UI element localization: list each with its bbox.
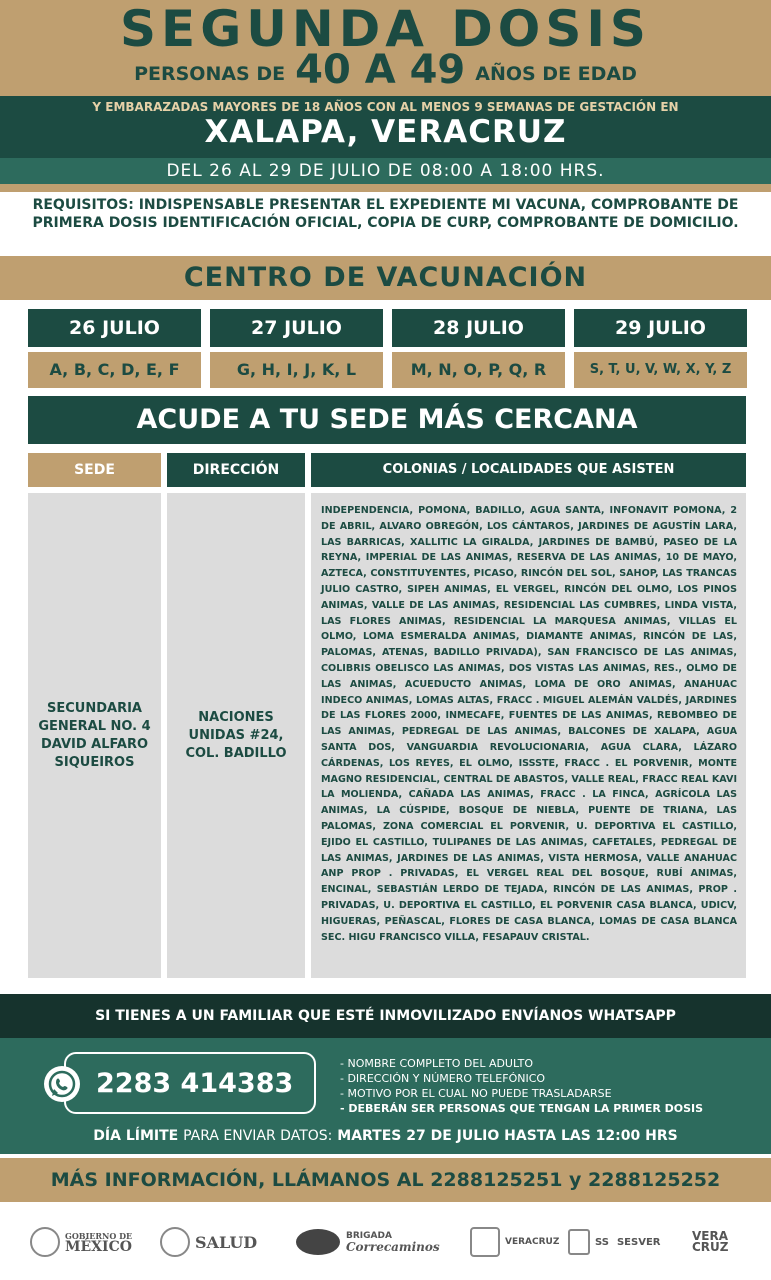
whatsapp-requirements-list	[340, 1056, 760, 1116]
mexico-seal-icon	[30, 1227, 60, 1257]
veracruz-shield-icon	[470, 1227, 500, 1257]
familiar-banner: SI TIENES A UN FAMILIAR QUE ESTÉ INMOVILIZADO ENVÍANOS WHATSAPP	[0, 994, 771, 1038]
colonias-text: INDEPENDENCIA, POMONA, BADILLO, AGUA SANTA, INFONAVIT POMONA, 2 DE ABRIL, ALVARO OBREGÓN, LOS CÁNTAROS, JARDINES DE AGUSTÍN LARA, LAS BARRICAS, XALLITIC LA GIRALDA, JARDINES DE BAMBÚ, PASEO DE LA REYNA, IMPERIAL DE LAS ANIMAS, RESERVA DE LAS ANIMAS, 10 DE MAYO, AZTECA, CONSTITUYENTES, PICASO, RINCÓN DEL SOL, SAHOP, LAS TRANCAS JULIO CASTRO, SIPEH ANIMAS, EL VERGEL, RINCÓN DEL OLMO, LOS PINOS ANIMAS, VALLE DE LAS ANIMAS, RESIDENCIAL LAS CUMBRES, LINDA VISTA, LAS FLORES ANIMAS, RESIDENCIAL LA MARQUESA ANIMAS, VILLAS EL OLMO, LOMA ESMERALDA ANIMAS, DIAMANTE ANIMAS, RINCÓN DE LAS, PALOMAS, ATENAS, BADILLO PRIVADA), SAN FRANCISCO DE LAS ANIMAS, COLIBRIS OBELISCO LAS ANIMAS, DOS VISTAS LAS ANIMAS, RES., OLMO DE LAS ANIMAS, ACUEDUCTO ANIMAS, LOMA DE ORO ANIMAS, ANAHUAC INDECO ANIMAS, LOMAS ALTAS, FRACC . MIGUEL ALEMÁN VALDÉS, JARDINES DE LAS FLORES 2000, INMECAFE, FUENTES DE LAS ANIMAS, REBOMBEO DE LAS ANIMAS, PEDREGAL DE LAS ANIMAS, BALCONES DE XALAPA, AGUA SANTA DOS, VANGUARDIA REVOLUCIONARIA, AGUA CLARA, LÁZARO CÁRDENAS, LOS REYES, EL OLMO, ISSSTE, FRACC . EL PORVENIR, MONTE MAGNO RESIDENCIAL, CENTRAL DE ABASTOS, VALLE REAL, FRACC REAL KAVI LA MOLIENDA, CAÑADA LAS ANIMAS, FRACC . LA FINCA, AGRÍCOLA LAS ANIMAS, LA CÚSPIDE, BOSQUE DE NIEBLA, PUENTE DE TRIANA, LAS PALOMAS, ZONA COMERCIAL EL PORVENIR, U. DEPORTIVA EL CASTILLO, EJIDO EL CASTILLO, TULIPANES DE LAS ANIMAS, CAFETALES, PEDREGAL DE LAS ANIMAS, JARDINES DE LAS ANIMAS, VISTA HERMOSA, VALLE ANAHUAC ANP PROP . PRIVADAS, EL VERGEL REAL DEL BOSQUE, RUBÍ ANIMAS, ENCINAL, SEBASTIÁN LERDO DE TEJADA, RINCÓN DE LAS ANIMAS, PROP . PRIVADAS, U. DEPORTIVA EL CASTILLO, EL PORVENIR CASA BLANCA, UDICV, HIGUERAS, PEÑASCAL, FLORES DE CASA BLANCA, LOMAS DE CASA BLANCA SEC. HIGU FRANCISCO VILLA, FESAPAUV CRISTAL.	[321, 505, 738, 943]
age-subtitle	[0, 47, 771, 95]
veracruz-gob-text: VERACRUZ	[505, 1236, 560, 1247]
veracruz-gob-logo	[470, 1222, 559, 1262]
direccion-text: NACIONES UNIDAS #24, COL. BADILLO	[185, 709, 287, 761]
salud-seal-icon	[160, 1227, 190, 1257]
brigada-text: BRIGADA	[346, 1231, 392, 1241]
correcaminos-text: Correcaminos	[346, 1240, 440, 1254]
list-item: - NOMBRE COMPLETO DEL ADULTO	[340, 1057, 533, 1070]
veracruz-logo	[692, 1222, 729, 1262]
acude-banner: ACUDE A TU SEDE MÁS CERCANA	[28, 396, 746, 444]
age-subtitle-left: PERSONAS DE	[134, 63, 286, 85]
list-item: - DIRECCIÓN Y NÚMERO TELEFÓNICO	[340, 1072, 546, 1085]
city-band	[0, 96, 771, 158]
vera-text: VERA	[692, 1229, 729, 1243]
deadline-line	[0, 1126, 771, 1146]
letters-1: A, B, C, D, E, F	[28, 352, 201, 388]
ss-text: SS	[595, 1236, 609, 1248]
list-item: - DEBERÁN SER PERSONAS QUE TENGAN LA PRIMER DOSIS	[340, 1102, 704, 1115]
salud-text: SALUD	[195, 1232, 258, 1252]
deadline-date: MARTES 27 DE JULIO HASTA LAS 12:00 HRS	[337, 1128, 678, 1144]
deadline-mid: PARA ENVIAR DATOS:	[183, 1128, 333, 1144]
center-title: CENTRO DE VACUNACIÓN	[0, 256, 771, 300]
day-1: 26 JULIO	[28, 309, 201, 347]
age-subtitle-right: AÑOS DE EDAD	[475, 63, 637, 85]
letters-4: S, T, U, V, W, X, Y, Z	[574, 352, 747, 388]
day-2: 27 JULIO	[210, 309, 383, 347]
requirements-text: REQUISITOS: INDISPENSABLE PRESENTAR EL EXPEDIENTE MI VACUNA, COMPROBANTE DE PRIMERA DOSIS IDENTIFICACIÓN OFICIAL, COPIA DE CURP, COMPROBANTE DE DOMICILIO.	[32, 197, 739, 231]
day-3: 28 JULIO	[392, 309, 565, 347]
age-range: 40 A 49	[295, 47, 466, 93]
direccion-cell	[167, 493, 305, 978]
pregnant-note: Y EMBARAZADAS MAYORES DE 18 AÑOS CON AL MENOS 9 SEMANAS DE GESTACIÓN EN	[92, 100, 679, 114]
whatsapp-phone[interactable]: 2283 414383	[96, 1068, 294, 1099]
gobierno-mexico-logo	[30, 1222, 132, 1262]
sede-cell	[28, 493, 161, 978]
colonias-cell	[311, 493, 746, 978]
sesver-text: SESVER	[616, 1236, 661, 1248]
logo-bar	[0, 1210, 771, 1270]
divider	[0, 184, 771, 192]
deadline-label: DÍA LÍMITE	[93, 1128, 179, 1144]
whatsapp-icon	[44, 1066, 80, 1102]
more-info-banner: MÁS INFORMACIÓN, LLÁMANOS AL 2288125251 y 2288125252	[0, 1158, 771, 1202]
letters-3: M, N, O, P, Q, R	[392, 352, 565, 388]
gobierno-text: GOBIERNO DE	[65, 1231, 133, 1241]
salud-logo	[160, 1222, 257, 1262]
header-direccion: DIRECCIÓN	[167, 453, 305, 487]
header-colonias: COLONIAS / LOCALIDADES QUE ASISTEN	[311, 453, 746, 487]
header-sede: SEDE	[28, 453, 161, 487]
sede-text: SECUNDARIA GENERAL NO. 4 DAVID ALFARO SIQUEIROS	[38, 700, 151, 770]
roadrunner-icon	[296, 1229, 340, 1255]
ss-shield-icon	[568, 1229, 590, 1255]
letters-2: G, H, I, J, K, L	[210, 352, 383, 388]
city-title: XALAPA, VERACRUZ	[204, 114, 567, 150]
day-4: 29 JULIO	[574, 309, 747, 347]
page-title: SEGUNDA DOSIS	[120, 0, 651, 58]
mexico-text: MÉXICO	[65, 1239, 132, 1255]
brigada-logo	[296, 1222, 440, 1262]
dates-band: DEL 26 AL 29 DE JULIO DE 08:00 A 18:00 HRS.	[0, 158, 771, 184]
cruz-text: CRUZ	[692, 1240, 729, 1254]
sesver-logo	[568, 1222, 660, 1262]
list-item: - MOTIVO POR EL CUAL NO PUEDE TRASLADARSE	[340, 1087, 612, 1100]
